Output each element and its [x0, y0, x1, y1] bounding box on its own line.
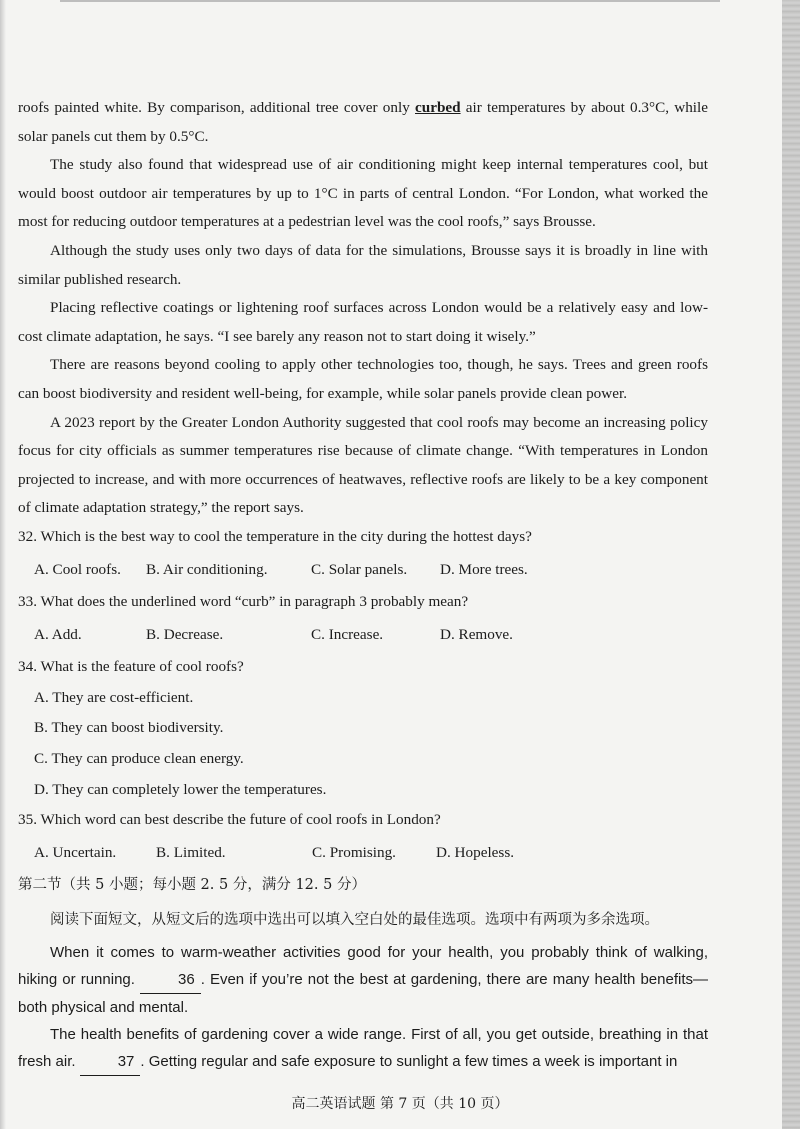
- question-34: [18, 653, 708, 804]
- passage-paragraph-3: Although the study uses only two days of data for the simulations, Brousse says it is broadly in line with similar published research.: [18, 241, 708, 288]
- question-stem: 32. Which is the best way to cool the temperature in the city during the hottest days?: [18, 527, 532, 545]
- option-b: B. They can boost biodiversity.: [34, 719, 224, 737]
- scan-edge-top: [60, 0, 720, 2]
- option-row: [34, 621, 708, 650]
- blank-37: 37: [80, 1048, 141, 1076]
- option-c: C. Promising.: [312, 843, 396, 861]
- passage-paragraph-1: roofs painted white. By comparison, additional tree cover only curbed air temperatures by about 0.3°C, while solar panels cut them by 0.5°C.: [18, 99, 708, 145]
- option-a: A. Uncertain.: [34, 843, 117, 861]
- option-d: D. They can completely lower the temperatures.: [34, 780, 327, 798]
- option-row: [34, 556, 708, 585]
- option-a: A. Add.: [34, 625, 82, 643]
- page-content: [18, 94, 708, 1076]
- passage-paragraph-4: Placing reflective coatings or lightening roof surfaces across London would be a relatively easy and low-cost climate adaptation, he says. “I see barely any reason not to start doing it wisely.”: [18, 299, 708, 345]
- option-b: B. Air conditioning.: [146, 560, 268, 578]
- question-stem: 35. Which word can best describe the future of cool roofs in London?: [18, 811, 441, 829]
- underlined-word: curbed: [415, 99, 461, 116]
- section-instructions: 阅读下面短文，从短文后的选项中选出可以填入空白处的最佳选项。选项中有两项为多余选项。: [50, 912, 659, 929]
- option-a: A. Cool roofs.: [34, 560, 121, 578]
- option-c: C. Solar panels.: [311, 560, 408, 578]
- option-d: D. Remove.: [440, 625, 513, 643]
- passage-paragraph-6: A 2023 report by the Greater London Authority suggested that cool roofs may become an increasing policy focus for city officials as summer temperatures rise because of climate change. “With temperatures in London projected to increase, and with more occurrences of heatwaves, reflective roofs are likely to be a key component of climate adaptation strategy,” the report says.: [18, 413, 708, 517]
- cloze-paragraph-2: The health benefits of gardening cover a wide range. First of all, you get outside, breathing in that fresh air. 37 . Getting regular and safe exposure to sunlight a few times a week is important in: [18, 1021, 708, 1076]
- option-a: A. They are cost-efficient.: [34, 688, 194, 706]
- option-d: D. More trees.: [440, 560, 528, 578]
- page-footer: 高二英语试题 第 7 页（共 10 页）: [291, 1096, 509, 1112]
- passage-paragraph-5: There are reasons beyond cooling to apply other technologies too, though, he says. Trees and green roofs can boost biodiversity and resident well-being, for example, while solar panels provide clean power.: [18, 356, 708, 402]
- passage-paragraph-2: The study also found that widespread use of air conditioning might keep internal temperatures cool, but would boost outdoor air temperatures by up to 1°C in parts of central London. “For London, what worked the most for reducing outdoor temperatures at a pedestrian level was the cool roofs,” says Brousse.: [18, 156, 708, 231]
- cloze-paragraph-1: When it comes to warm-weather activities good for your health, you probably think of walking, hiking or running. 36 . Even if you’re not the best at gardening, there are many health benefits—both physical and mental.: [18, 943, 708, 1016]
- scan-edge-left: [0, 0, 6, 1129]
- option-row: [34, 839, 708, 868]
- question-32: [18, 523, 708, 584]
- option-c: C. They can produce clean energy.: [34, 750, 244, 768]
- question-33: [18, 588, 708, 649]
- scan-edge-right: [782, 0, 800, 1129]
- option-c: C. Increase.: [311, 625, 384, 643]
- question-stem: 34. What is the feature of cool roofs?: [18, 658, 244, 676]
- blank-36: 36: [140, 966, 201, 994]
- option-b: B. Limited.: [156, 843, 226, 861]
- question-35: [18, 806, 708, 867]
- question-stem: 33. What does the underlined word “curb” in paragraph 3 probably mean?: [18, 593, 469, 611]
- section-heading: 第二节（共 5 小题；每小题 2. 5 分，满分 12. 5 分）: [18, 877, 366, 894]
- option-b: B. Decrease.: [146, 625, 224, 643]
- option-d: D. Hopeless.: [436, 843, 515, 861]
